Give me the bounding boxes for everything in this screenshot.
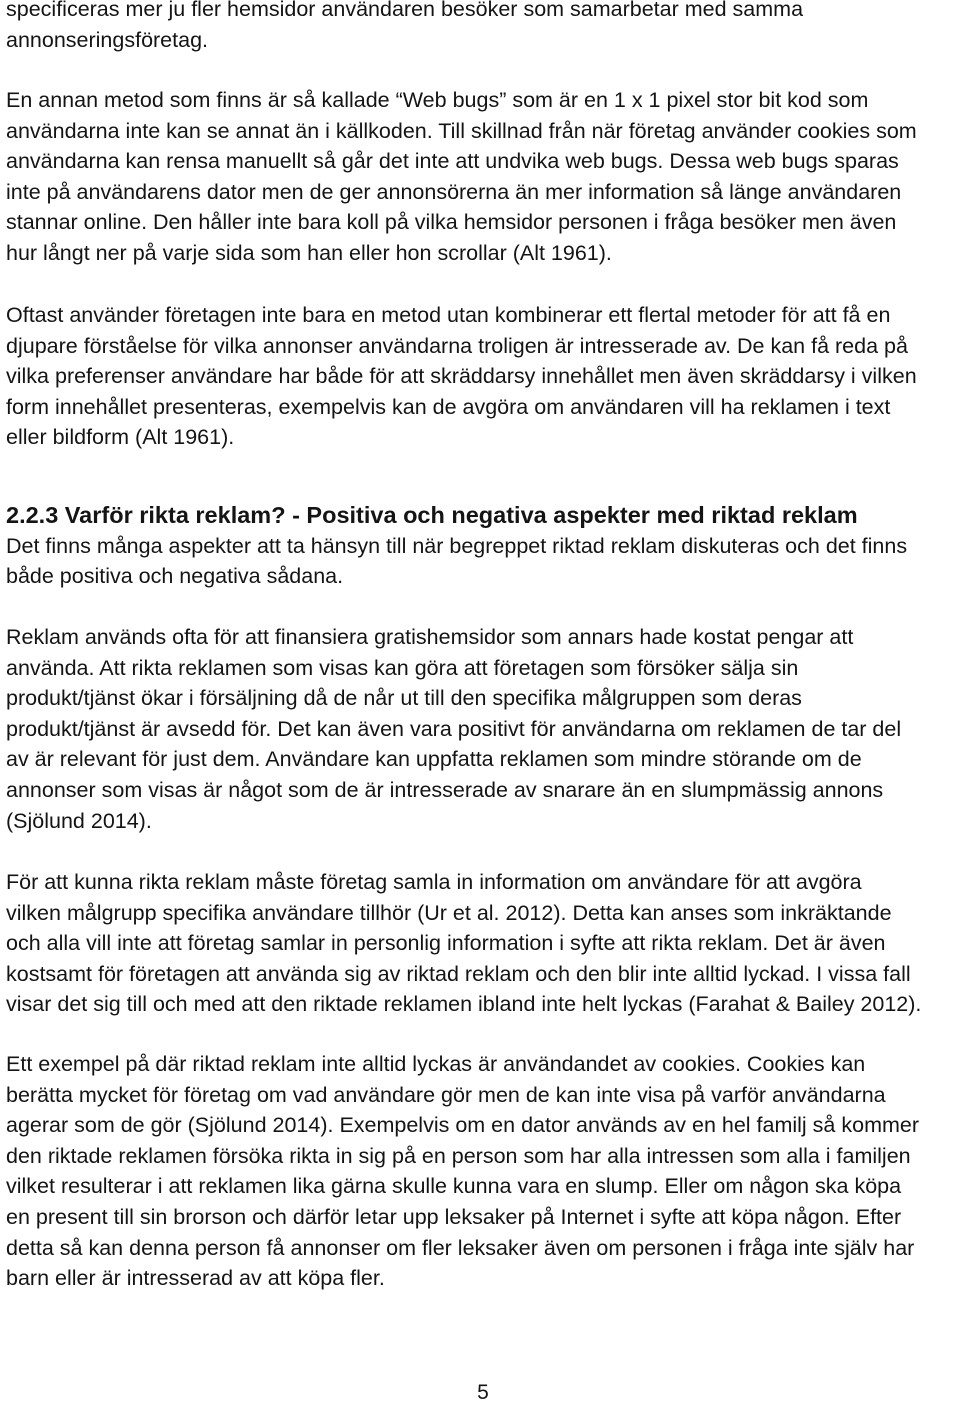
paragraph — [6, 85, 917, 269]
paragraph — [6, 300, 917, 453]
text-line: produkt/tjänst är avsedd för. Det kan även vara positivt för användarna om reklamen de tar del — [6, 716, 902, 741]
text-line: vilka preferenser användare har både för att skräddarsy innehållet men även skräddarsy i vilken — [6, 364, 917, 389]
page-number: 5 — [477, 1381, 489, 1404]
section — [6, 500, 907, 592]
text-line: Oftast använder företagen inte bara en metod utan kombinerar ett flertal metoder för att få en — [6, 303, 891, 327]
text-line: En annan metod som finns är så kallade “Web bugs” som är en 1 x 1 pixel stor bit kod som — [6, 88, 869, 112]
text-line: agerar som de gör (Sjölund 2014). Exempelvis om en dator används av en hel familj så kommer — [6, 1113, 920, 1138]
paragraph — [6, 622, 901, 836]
text-line: (Sjölund 2014). — [6, 808, 152, 833]
text-line: användarna kan rensa manuellt så går det inte att undvika web bugs. Dessa web bugs sparas — [6, 149, 899, 174]
text-line: För att kunna rikta reklam måste företag samla in information om användare för att avgöra — [6, 870, 862, 894]
text-line: annonser som visas är något som de är intresserade av snarare än en slumpmässig annons — [6, 777, 884, 802]
text-line: visar det sig till och med att den riktade reklamen ibland inte helt lyckas (Farahat & Bailey 2012). — [6, 992, 922, 1017]
text-line: både positiva och negativa sådana. — [6, 564, 344, 589]
text-line: vilket resulterar i att reklamen lika gärna skulle kunna vara en slump. Eller om någon ska köpa — [6, 1174, 902, 1199]
text-line: produkt/tjänst ökar i försäljning då de når ut till den specifika målgruppen som deras — [6, 686, 802, 711]
text-line: barn eller är intresserad av att köpa fler. — [6, 1266, 385, 1291]
text-line: stannar online. Den håller inte bara koll på vilka hemsidor personen i fråga besöker men även — [6, 210, 897, 235]
text-line: användarna inte kan se annat än i källkoden. Till skillnad från när företag använder cookies som — [6, 118, 917, 143]
text-line: berätta mycket för företag om vad användare gör men de kan inte visa på varför användarna — [6, 1082, 886, 1107]
text-line: form innehållet presenteras, exempelvis kan de avgöra om användaren vill ha reklamen i text — [6, 394, 891, 419]
text-line: och alla vill inte att företag samlar in personlig information i syfte att rikta reklam. Det är även — [6, 931, 886, 956]
text-line: hur långt ner på varje sida som han eller hon scrollar (Alt 1961). — [6, 240, 612, 265]
text-line: eller bildform (Alt 1961). — [6, 425, 235, 450]
paragraph — [6, 867, 921, 1020]
text-line: den riktade reklamen försöka rikta in sig på en person som har alla intressen som alla i familjen — [6, 1143, 911, 1168]
text-line: inte på användarens dator men de ger annonsörerna än mer information så länge användaren — [6, 179, 902, 204]
text-line: kostsamt för företagen att använda sig av riktad reklam och den blir inte alltid lyckad. I vissa fall — [6, 961, 911, 986]
text-line: annonseringsföretag. — [6, 27, 209, 52]
paragraph — [6, 0, 803, 55]
text-line: detta så kan denna person få annonser om fler leksaker även om personen i fråga inte själv har — [6, 1235, 915, 1260]
text-line: vilken målgrupp specifika användare tillhör (Ur et al. 2012). Detta kan anses som inkräktande — [6, 900, 892, 925]
text-line: Reklam används ofta för att finansiera gratishemsidor som annars hade kostat pengar att — [6, 625, 854, 649]
text-line: Ett exempel på där riktad reklam inte alltid lyckas är användandet av cookies. Cookies kan — [6, 1052, 866, 1076]
text-line: djupare förståelse för vilka annonser användarna troligen är intresserade av. De kan få reda på — [6, 333, 908, 358]
section-heading: 2.2.3 Varför rikta reklam? - Positiva och negativa aspekter med riktad reklam — [6, 502, 858, 528]
text-line: av är relevant för just dem. Användare kan uppfatta reklamen som mindre störande om de — [6, 747, 862, 772]
text-line: en present till sin brorson och därför letar upp leksaker på Internet i syfte att köpa någon. Efter — [6, 1204, 902, 1229]
text-line: Det finns många aspekter att ta hänsyn till när begreppet riktad reklam diskuteras och det finns — [6, 533, 908, 558]
paragraph — [6, 1049, 919, 1294]
text-line: använda. Att rikta reklamen som visas kan göra att företagen som försöker sälja sin — [6, 655, 799, 680]
text-line: specificeras mer ju fler hemsidor användaren besöker som samarbetar med samma — [6, 0, 804, 21]
